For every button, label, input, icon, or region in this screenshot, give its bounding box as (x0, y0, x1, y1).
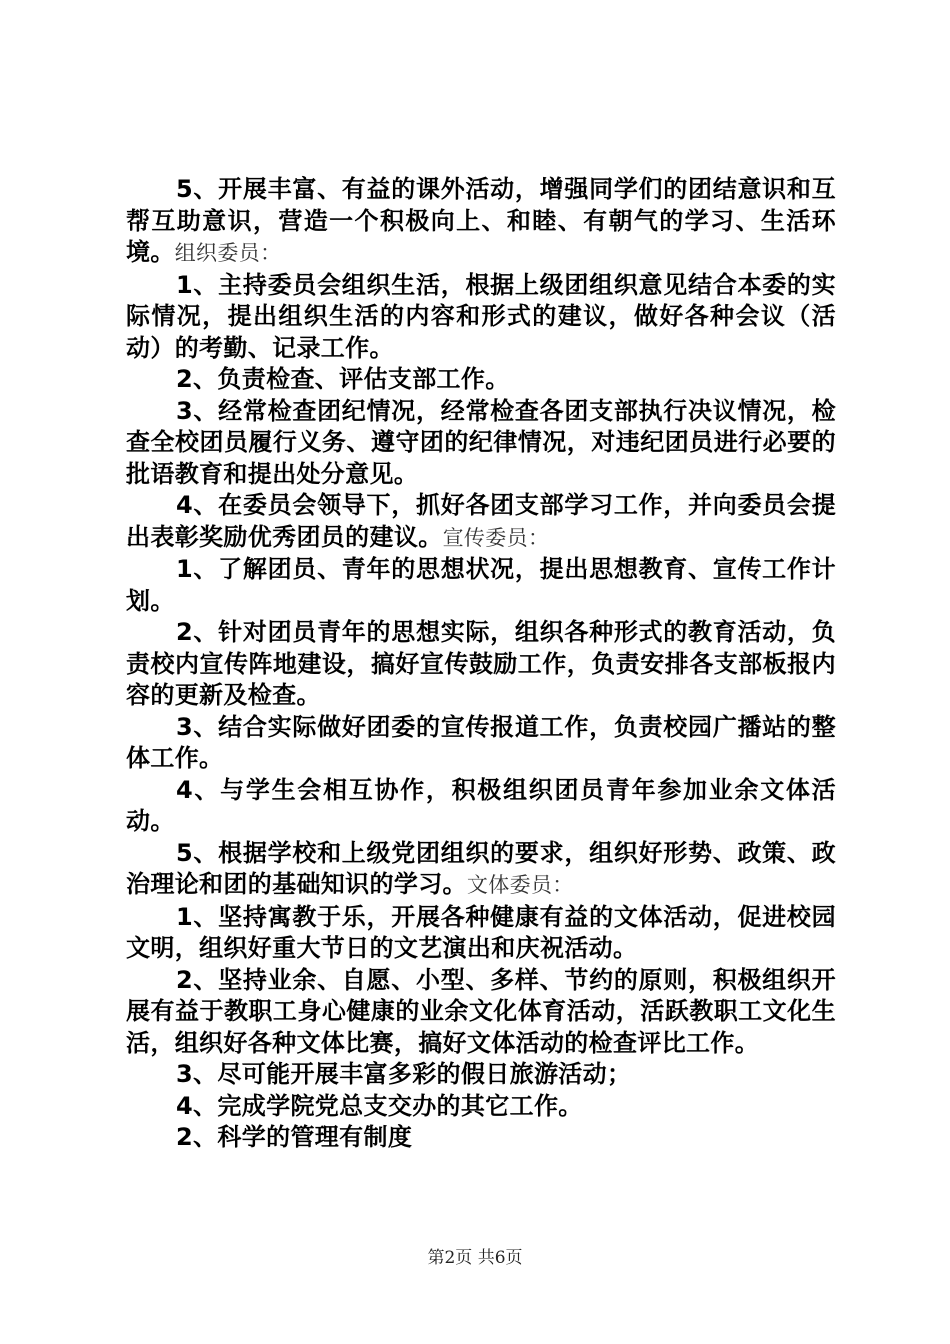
paragraph-2 (126, 270, 836, 365)
paragraph-9 (126, 775, 836, 838)
paragraph-7 (126, 617, 836, 712)
paragraph-12 (126, 965, 836, 1060)
section-heading-organization: 组织委员： (174, 241, 282, 265)
page-footer (0, 1243, 950, 1268)
paragraph-text: 3、经常检查团纪情况，经常检查各团支部执行决议情况，检查全校团员履行义务、遵守团的纪律情况，对违纪团员进行必要的批语教育和提出处分意见。 (126, 396, 836, 488)
section-heading-culture-sports: 文体委员： (466, 873, 574, 897)
paragraph-14 (126, 1091, 836, 1123)
paragraph-text: 4、与学生会相互协作，积极组织团员青年参加业余文体活动。 (126, 775, 836, 835)
paragraph-15 (126, 1122, 836, 1154)
paragraph-3 (126, 364, 836, 396)
paragraph-text: 3、尽可能开展丰富多彩的假日旅游活动； (176, 1060, 632, 1088)
paragraph-11 (126, 902, 836, 965)
section-heading-publicity: 宣传委员： (442, 525, 550, 550)
paragraph-8 (126, 712, 836, 775)
paragraph-text: 2、科学的管理有制度 (176, 1123, 413, 1151)
paragraph-text: 1、坚持寓教于乐，开展各种健康有益的文体活动，促进校园文明，组织好重大节日的文艺演出和庆祝活动。 (126, 902, 836, 962)
paragraph-text: 2、坚持业余、自愿、小型、多样、节约的原则，积极组织开展有益于教职工身心健康的业余文化体育活动，活跃教职工文化生活，组织好各种文体比赛，搞好文体活动的检查评比工作。 (126, 965, 836, 1057)
document-body (126, 174, 836, 1154)
paragraph-text: 4、完成学院党总支交办的其它工作。 (176, 1091, 583, 1120)
paragraph-text: 5、根据学校和上级党团组织的要求，组织好形势、政策、政治理论和团的基础知识的学习。 (126, 838, 836, 898)
paragraph-10 (126, 838, 836, 902)
paragraph-text: 2、针对团员青年的思想实际，组织各种形式的教育活动，负责校内宣传阵地建设，搞好宣传鼓励工作，负责安排各支部板报内容的更新及检查。 (126, 618, 836, 709)
paragraph-5 (126, 490, 836, 554)
paragraph-6 (126, 554, 836, 617)
paragraph-text: 1、了解团员、青年的思想状况，提出思想教育、宣传工作计划。 (126, 555, 836, 615)
paragraph-1 (126, 174, 836, 270)
paragraph-13 (126, 1059, 836, 1091)
paragraph-text: 4、在委员会领导下，抓好各团支部学习工作，并向委员会提出表彰奖励优秀团员的建议。 (126, 491, 836, 551)
page-number-label: 第2页 共6页 (427, 1248, 523, 1268)
paragraph-text: 3、结合实际做好团委的宣传报道工作，负责校园广播站的整体工作。 (126, 712, 836, 772)
paragraph-text: 1、主持委员会组织生活，根据上级团组织意见结合本委的实际情况，提出组织生活的内容和形式的建议，做好各种会议（活动）的考勤、记录工作。 (126, 270, 836, 362)
paragraph-4 (126, 396, 836, 491)
paragraph-text: 5、开展丰富、有益的课外活动，增强同学们的团结意识和互帮互助意识，营造一个积极向上、和睦、有朝气的学习、生活环境。 (126, 175, 836, 266)
paragraph-text: 2、负责检查、评估支部工作。 (176, 365, 510, 393)
